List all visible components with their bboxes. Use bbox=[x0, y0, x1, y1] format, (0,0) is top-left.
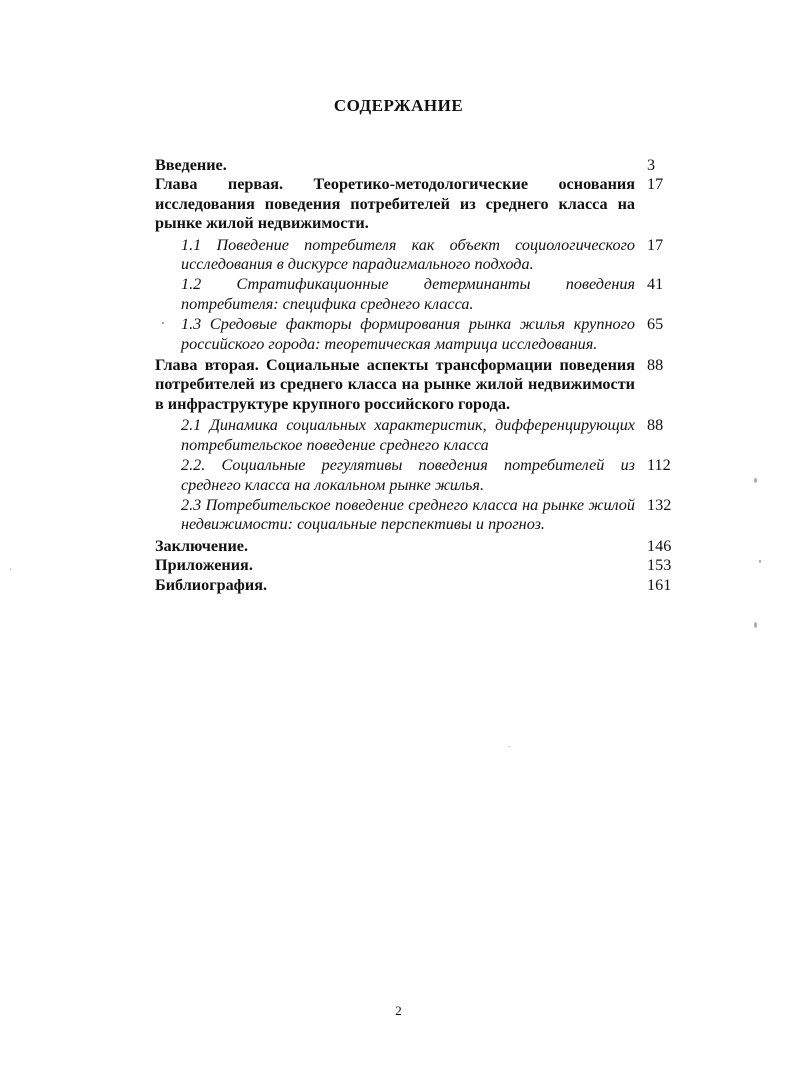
toc-entry-text: Библиография. bbox=[155, 575, 268, 594]
toc-entry-section-2-1 bbox=[155, 416, 675, 455]
toc-entry-text: Введение. bbox=[155, 156, 227, 174]
toc-entry-section-2-2 bbox=[155, 456, 675, 495]
toc-entry-page: 17 bbox=[647, 235, 664, 254]
toc-entry-page: 41 bbox=[647, 275, 664, 294]
toc-entry-chapter-2 bbox=[155, 356, 675, 414]
toc-entry-page: 132 bbox=[647, 495, 672, 514]
toc-entry-page: 17 bbox=[647, 175, 664, 194]
toc-entry-text: Приложения. bbox=[155, 556, 253, 575]
table-of-contents bbox=[155, 156, 675, 595]
scan-speck bbox=[508, 746, 510, 747]
scan-speck bbox=[759, 560, 761, 563]
toc-entry-section-2-3 bbox=[155, 496, 675, 535]
toc-entry-text: 1.2 Стратификационные детерминанты поведения потребителя: специфика среднего класса. bbox=[181, 275, 635, 313]
toc-entry-page: 153 bbox=[647, 556, 672, 575]
page-number: 2 bbox=[395, 1003, 402, 1018]
toc-entry-section-1-3 bbox=[155, 315, 675, 354]
scan-speck bbox=[162, 322, 164, 324]
toc-entry-appendices bbox=[155, 556, 675, 575]
toc-entry-conclusion bbox=[155, 537, 675, 556]
toc-entry-page: 88 bbox=[647, 416, 664, 435]
toc-entry-page: 65 bbox=[647, 315, 664, 334]
toc-entry-bibliography bbox=[155, 576, 675, 595]
page-title: СОДЕРЖАНИЕ bbox=[333, 96, 464, 115]
toc-entry-text: 1.1 Поведение потребителя как объект социологического исследования в дискурсе парадигмального подхода. bbox=[181, 235, 635, 274]
scan-speck bbox=[754, 622, 757, 628]
toc-entry-page: 146 bbox=[647, 536, 672, 555]
toc-entry-page: 161 bbox=[647, 575, 672, 594]
toc-entry-chapter-1 bbox=[155, 175, 675, 233]
scan-speck bbox=[754, 478, 757, 483]
toc-entry-page: 88 bbox=[647, 356, 664, 375]
toc-entry-section-1-1 bbox=[155, 236, 675, 275]
scan-speck bbox=[10, 568, 11, 571]
toc-entry-text: 2.3 Потребительское поведение среднего класса на рынке жилой недвижимости: социальные перспективы и прогноз. bbox=[181, 495, 635, 534]
toc-entry-text: 2.1 Динамика социальных характеристик, дифференцирующих потребительское поведение среднего класса bbox=[181, 416, 635, 454]
toc-entry-text: Заключение. bbox=[155, 536, 248, 555]
toc-entry-page: 3 bbox=[647, 156, 656, 174]
toc-entry-page: 112 bbox=[647, 456, 671, 475]
toc-entry-text: Глава первая. Теоретико-методологические основания исследования поведения потребителей из среднего класса на рынке жилой недвижимости. bbox=[155, 175, 635, 233]
toc-entry-text: Глава вторая. Социальные аспекты трансформации поведения потребителей из среднего класса на рынке жилой недвижимости в инфраструктуре крупного российского города. bbox=[155, 356, 635, 413]
toc-entry-text: 2.2. Социальные регулятивы поведения потребителей из среднего класса на локальном рынке жилья. bbox=[181, 456, 635, 494]
toc-entry-introduction bbox=[155, 156, 675, 175]
toc-entry-section-1-2 bbox=[155, 275, 675, 314]
toc-entry-text: 1.3 Средовые факторы формирования рынка жилья крупного российского города: теоретическая матрица исследования. bbox=[181, 315, 635, 353]
